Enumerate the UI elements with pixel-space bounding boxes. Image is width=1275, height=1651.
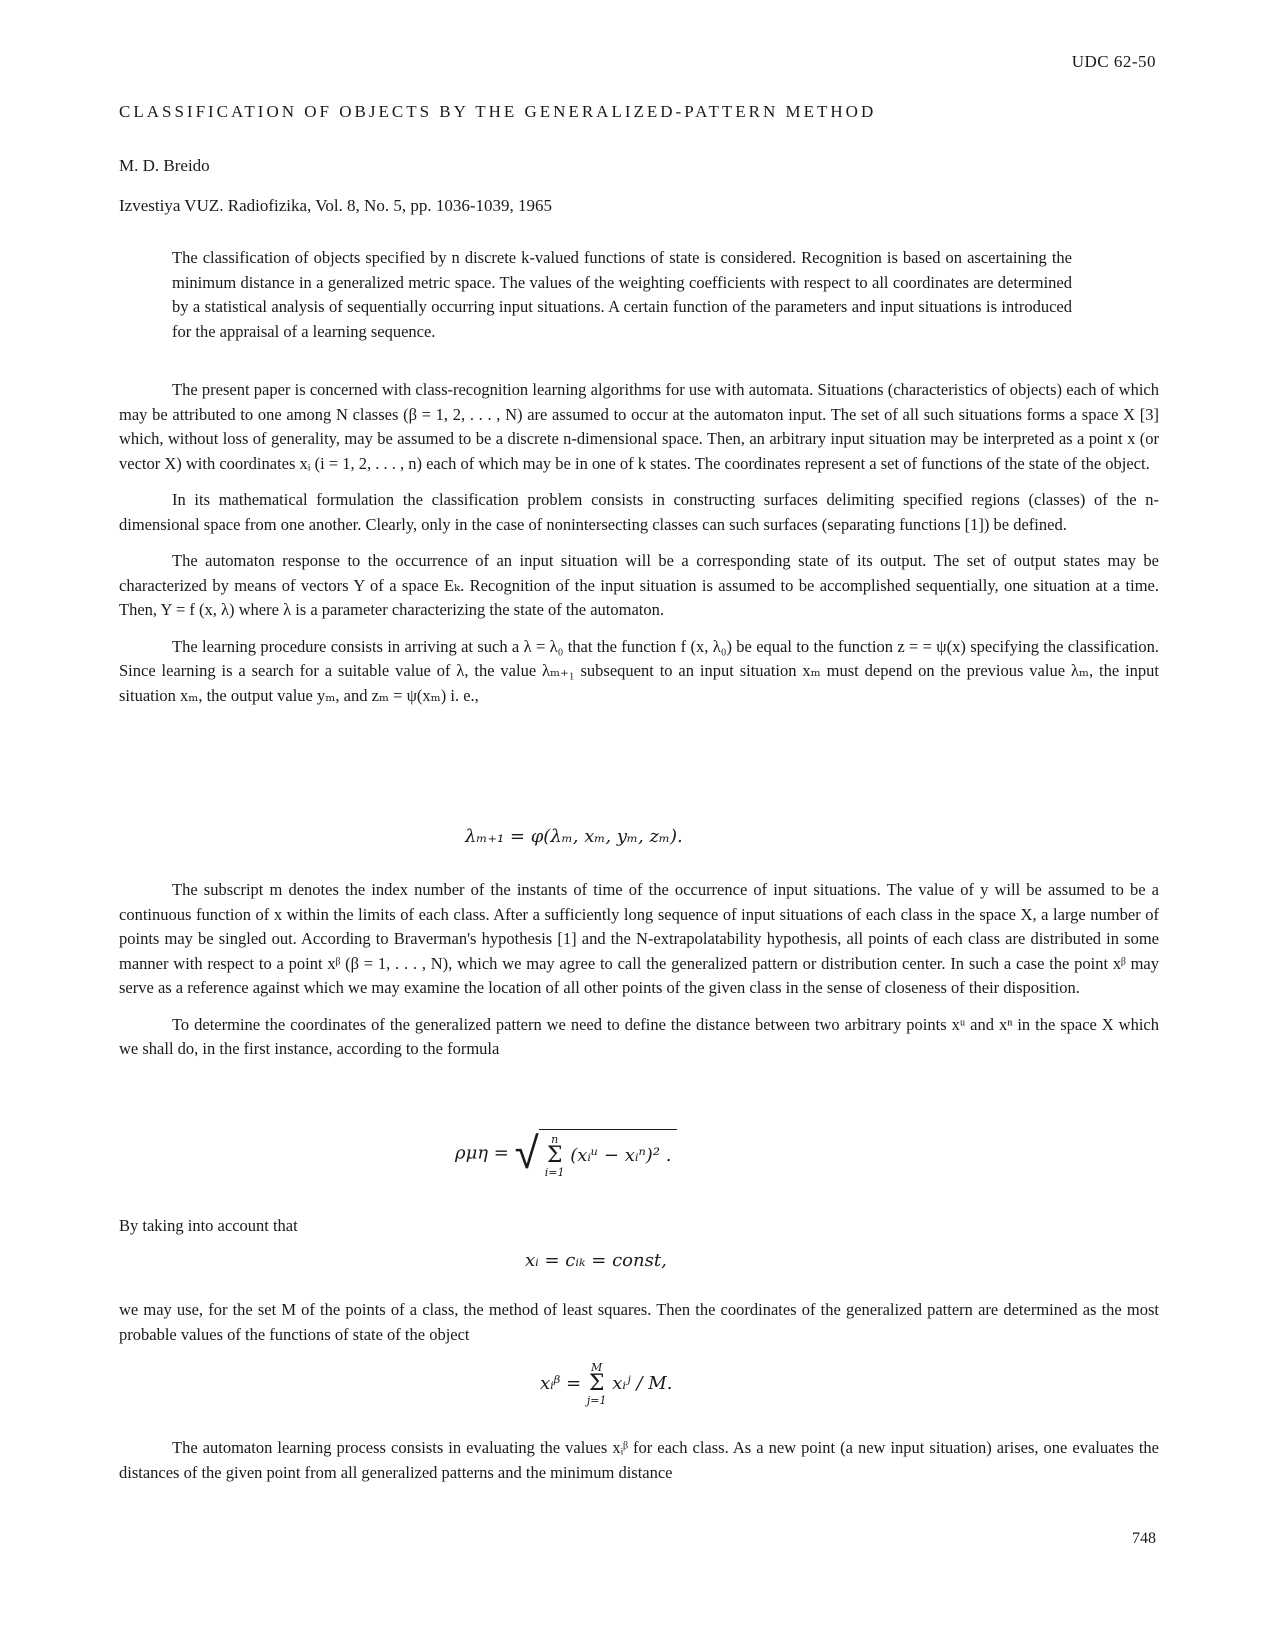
body-block-1 [119,378,1159,708]
summation [545,1134,565,1178]
paper-title: CLASSIFICATION OF OBJECTS BY THE GENERALIZED-PATTERN METHOD [119,102,877,121]
body-block-5 [119,1436,1159,1485]
pattern-upper-limit: M [591,1361,603,1374]
body-block-2 [119,878,1159,1062]
citation: Izvestiya VUZ. Radiofizika, Vol. 8, No. 5, pp. 1036-1039, 1965 [119,196,552,215]
equation-lambda-update: λₘ₊₁ = φ(λₘ, xₘ, yₘ, zₘ). [465,826,683,847]
author-name: M. D. Breido [119,156,210,175]
paragraph-5: The subscript m denotes the index number of the instants of time of the occurrence of input situations. The value of y will be assumed to be a continuous function of x within the limits of each class. After a sufficiently long sequence of input situations of each class in the space X, a large number of points may be singled out. According to Braverman's hypothesis [1] and the N-extrapolatability hypothesis, all points of each class are distributed in some manner with respect to a point xᵝ (β = 1, . . . , N), which we may agree to call the generalized pattern or distribution center. In such a case the point xᵝ may serve as a reference against which we may examine the location of all other points of the given class in the sense of closeness of their disposition. [119,880,1159,997]
equation-const: xᵢ = cᵢₖ = const, [525,1250,667,1271]
paragraph-4: The learning procedure consists in arriving at such a λ = λ₀ that the function f (x, λ₀) be equal to the function z = = ψ(x) specifying the classification. Since learning is a search for a suitable value of λ, the value λₘ₊₁ subsequent to an input situation xₘ must depend on the previous value λₘ, the input situation xₘ, the output value yₘ, and zₘ = ψ(xₘ) i. e., [119,636,1159,705]
sigma-symbol-pattern: Σ [588,1371,605,1396]
distance-body: (xᵢᵘ − xᵢⁿ)² . [570,1145,672,1166]
pattern-body: xᵢʲ / M. [612,1373,673,1394]
pattern-lhs: xᵢᵝ = [540,1373,582,1394]
page-number: 748 [1132,1530,1156,1547]
abstract: The classification of objects specified by n discrete k-valued functions of state is considered. Recognition is based on ascertaining the minimum distance in a generalized metric space. The values of the weighting coefficients with respect to all coordinates are determined by a statistical analysis of sequentially occurring input situations. A certain function of the parameters and input situations is introduced for the appraisal of a learning sequence. [172,248,1072,341]
paragraph-7: By taking into account that [119,1216,298,1235]
paragraph-1: The present paper is concerned with class-recognition learning algorithms for use with automata. Situations (characteristics of objects) each of which may be attributed to one among N classes (β = 1, 2, . . . , N) are assumed to occur at the automaton input. The set of all such situations forms a space X [3] which, without loss of generality, may be assumed to be a discrete n-dimensional space. Then, an arbitrary input situation may be interpreted as a point x (or vector X) with coordinates xᵢ (i = 1, 2, . . . , n) each of which may be in one of k states. The coordinates represent a set of functions of the state of the object. [119,380,1159,473]
paragraph-2: In its mathematical formulation the classification problem consists in constructing surfaces delimiting specified regions (classes) of the n-dimensional space from one another. Clearly, only in the case of nonintersecting classes can such surfaces (separating functions [1]) be defined. [119,490,1159,534]
radical-sign: √ [514,1128,539,1179]
summation-pattern [587,1362,607,1406]
equation-pattern [540,1362,672,1406]
body-block-4 [119,1298,1159,1347]
paragraph-9: The automaton learning process consists in evaluating the values xᵢᵝ for each class. As a new point (a new input situation) arises, one evaluates the distances of the given point from all generalized patterns and the minimum distance [119,1438,1159,1482]
sum-upper-limit: n [551,1133,559,1146]
sum-lower-limit: i=1 [544,1166,565,1179]
radicand [539,1129,678,1178]
paragraph-8: we may use, for the set M of the points of a class, the method of least squares. Then the coordinates of the generalized pattern are determined as the most probable values of the functions of state of the object [119,1300,1159,1344]
paragraph-6: To determine the coordinates of the generalized pattern we need to define the distance between two arbitrary points xᵘ and xⁿ in the space X which we shall do, in the first instance, according to the formula [119,1014,1159,1058]
distance-lhs: ρμη = [455,1142,509,1164]
body-block-3 [119,1214,1159,1239]
equation-distance [455,1128,677,1179]
udc-code: UDC 62-50 [1071,52,1156,71]
pattern-lower-limit: j=1 [586,1394,607,1407]
paragraph-3: The automaton response to the occurrence of an input situation will be a corresponding state of its output. The set of output states may be characterized by means of vectors Y of a space Eₖ. Recognition of the input situation is assumed to be accomplished sequentially, one situation at a time. Then, Y = f (x, λ) where λ is a parameter characterizing the state of the automaton. [119,551,1159,619]
sigma-symbol: Σ [546,1143,563,1168]
